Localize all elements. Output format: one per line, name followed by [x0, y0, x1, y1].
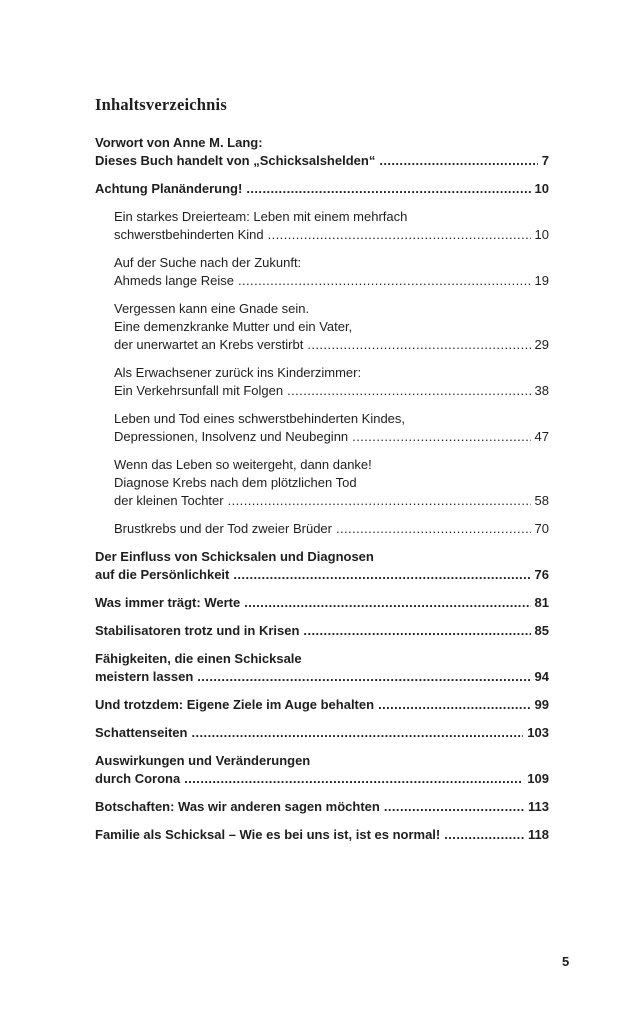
toc-page-number: 19: [534, 273, 549, 288]
toc-entry-line: [114, 382, 549, 400]
toc-entry-text: Wenn das Leben so weitergeht, dann danke!: [114, 457, 372, 472]
toc-subchapter: [114, 410, 549, 446]
dot-leader: [246, 180, 530, 198]
toc-entry-line: [95, 548, 549, 566]
toc-subchapter: [114, 520, 549, 538]
toc-subchapter: [114, 208, 549, 244]
toc-page-number: 10: [534, 227, 549, 242]
toc-entry-text: Eine demenzkranke Mutter und ein Vater,: [114, 319, 353, 334]
dot-leader: [268, 226, 531, 244]
toc-entry-line: [114, 364, 549, 382]
toc-entry-text: der unerwartet an Krebs verstirbt: [114, 337, 304, 352]
toc-entry-text: Vorwort von Anne M. Lang:: [95, 135, 263, 150]
dot-leader: [303, 622, 530, 640]
toc-chapter: [95, 622, 549, 640]
toc-entry-text: Als Erwachsener zurück ins Kinderzimmer:: [114, 365, 362, 380]
toc-entry-text: der kleinen Tochter: [114, 493, 224, 508]
toc-entry-line: [114, 410, 549, 428]
toc-entry-line: [114, 254, 549, 272]
dot-leader: [197, 668, 530, 686]
toc-entry-line: [95, 180, 549, 198]
toc-entry-text: Stabilisatoren trotz und in Krisen: [95, 623, 300, 638]
toc-page-number: 94: [534, 669, 549, 684]
toc-entry-text: Und trotzdem: Eigene Ziele im Auge behalten: [95, 697, 375, 712]
dot-leader: [384, 798, 524, 816]
toc-entry-line: [95, 152, 549, 170]
toc-page-number: 38: [534, 383, 549, 398]
toc-entry-text: meistern lassen: [95, 669, 194, 684]
dot-leader: [378, 696, 530, 714]
toc-entry-text: Fähigkeiten, die einen Schicksale: [95, 651, 302, 666]
toc-entry-text: Was immer trägt: Werte: [95, 595, 241, 610]
toc-chapter: [95, 798, 549, 816]
toc-entry-line: [95, 826, 549, 844]
toc-chapter: [95, 594, 549, 612]
table-of-contents: [95, 134, 549, 854]
toc-chapter: [95, 548, 549, 584]
toc-page-number: 81: [534, 595, 549, 610]
toc-chapter: [95, 724, 549, 742]
toc-entry-line: [95, 752, 549, 770]
dot-leader: [444, 826, 524, 844]
toc-entry-line: [114, 474, 549, 492]
toc-page-number: 29: [534, 337, 549, 352]
toc-entry-line: [114, 428, 549, 446]
toc-page-number: 113: [528, 799, 549, 814]
dot-leader: [228, 492, 531, 510]
toc-entry-text: Schattenseiten: [95, 725, 188, 740]
toc-entry-line: [95, 566, 549, 584]
toc-chapter: [95, 696, 549, 714]
toc-chapter: [95, 650, 549, 686]
toc-entry-text: Depressionen, Insolvenz und Neubeginn: [114, 429, 349, 444]
toc-subchapter: [114, 300, 549, 354]
toc-entry-text: Familie als Schicksal – Wie es bei uns ist, ist es normal!: [95, 827, 441, 842]
toc-entry-line: [95, 668, 549, 686]
toc-entry-line: [114, 492, 549, 510]
toc-entry-text: Der Einfluss von Schicksalen und Diagnosen: [95, 549, 374, 564]
toc-entry-line: [114, 318, 549, 336]
dot-leader: [336, 520, 531, 538]
toc-entry-text: schwerstbehinderten Kind: [114, 227, 264, 242]
toc-entry-line: [114, 300, 549, 318]
toc-entry-line: [114, 226, 549, 244]
toc-entry-text: Vergessen kann eine Gnade sein.: [114, 301, 310, 316]
toc-entry-line: [114, 208, 549, 226]
toc-chapter: [95, 180, 549, 198]
dot-leader: [244, 594, 530, 612]
toc-page-number: 118: [528, 827, 549, 842]
toc-entry-text: Ahmeds lange Reise: [114, 273, 234, 288]
toc-entry-line: [95, 770, 549, 788]
toc-chapter: [95, 134, 549, 170]
toc-entry-line: [114, 336, 549, 354]
toc-entry-text: auf die Persönlichkeit: [95, 567, 230, 582]
toc-page-number: 7: [541, 153, 549, 168]
toc-subchapter: [114, 456, 549, 510]
toc-entry-line: [95, 622, 549, 640]
toc-page-number: 85: [534, 623, 549, 638]
toc-page-number: 10: [534, 181, 549, 196]
toc-entry-text: Ein starkes Dreierteam: Leben mit einem mehrfach: [114, 209, 408, 224]
toc-entry-line: [114, 456, 549, 474]
toc-entry-line: [95, 696, 549, 714]
toc-subchapter: [114, 254, 549, 290]
toc-page-number: 76: [534, 567, 549, 582]
dot-leader: [184, 770, 523, 788]
toc-subchapter: [114, 364, 549, 400]
toc-entry-line: [114, 520, 549, 538]
toc-entry-line: [95, 798, 549, 816]
toc-entry-line: [114, 272, 549, 290]
toc-entry-text: Ein Verkehrsunfall mit Folgen: [114, 383, 284, 398]
toc-entry-line: [95, 724, 549, 742]
toc-chapter: [95, 826, 549, 844]
toc-entry-text: Achtung Planänderung!: [95, 181, 243, 196]
dot-leader: [352, 428, 530, 446]
toc-page-number: 70: [534, 521, 549, 536]
toc-page-number: 58: [534, 493, 549, 508]
dot-leader: [233, 566, 530, 584]
dot-leader: [191, 724, 523, 742]
dot-leader: [287, 382, 530, 400]
toc-entry-line: [95, 594, 549, 612]
dot-leader: [238, 272, 531, 290]
dot-leader: [307, 336, 530, 354]
toc-page-number: 99: [534, 697, 549, 712]
page-number: 5: [562, 954, 570, 969]
dot-leader: [379, 152, 537, 170]
toc-entry-text: durch Corona: [95, 771, 181, 786]
toc-entry-line: [95, 650, 549, 668]
toc-page-number: 47: [534, 429, 549, 444]
toc-entry-text: Botschaften: Was wir anderen sagen möchten: [95, 799, 380, 814]
toc-entry-text: Dieses Buch handelt von „Schicksalshelden“: [95, 153, 376, 168]
toc-entry-text: Diagnose Krebs nach dem plötzlichen Tod: [114, 475, 357, 490]
toc-entry-text: Brustkrebs und der Tod zweier Brüder: [114, 521, 332, 536]
toc-entry-text: Auf der Suche nach der Zukunft:: [114, 255, 302, 270]
toc-title: Inhaltsverzeichnis: [95, 95, 227, 114]
toc-page-number: 109: [527, 771, 549, 786]
toc-page-number: 103: [527, 725, 549, 740]
toc-entry-text: Leben und Tod eines schwerstbehinderten Kindes,: [114, 411, 406, 426]
toc-entry-line: [95, 134, 549, 152]
toc-entry-text: Auswirkungen und Veränderungen: [95, 753, 311, 768]
toc-chapter: [95, 752, 549, 788]
